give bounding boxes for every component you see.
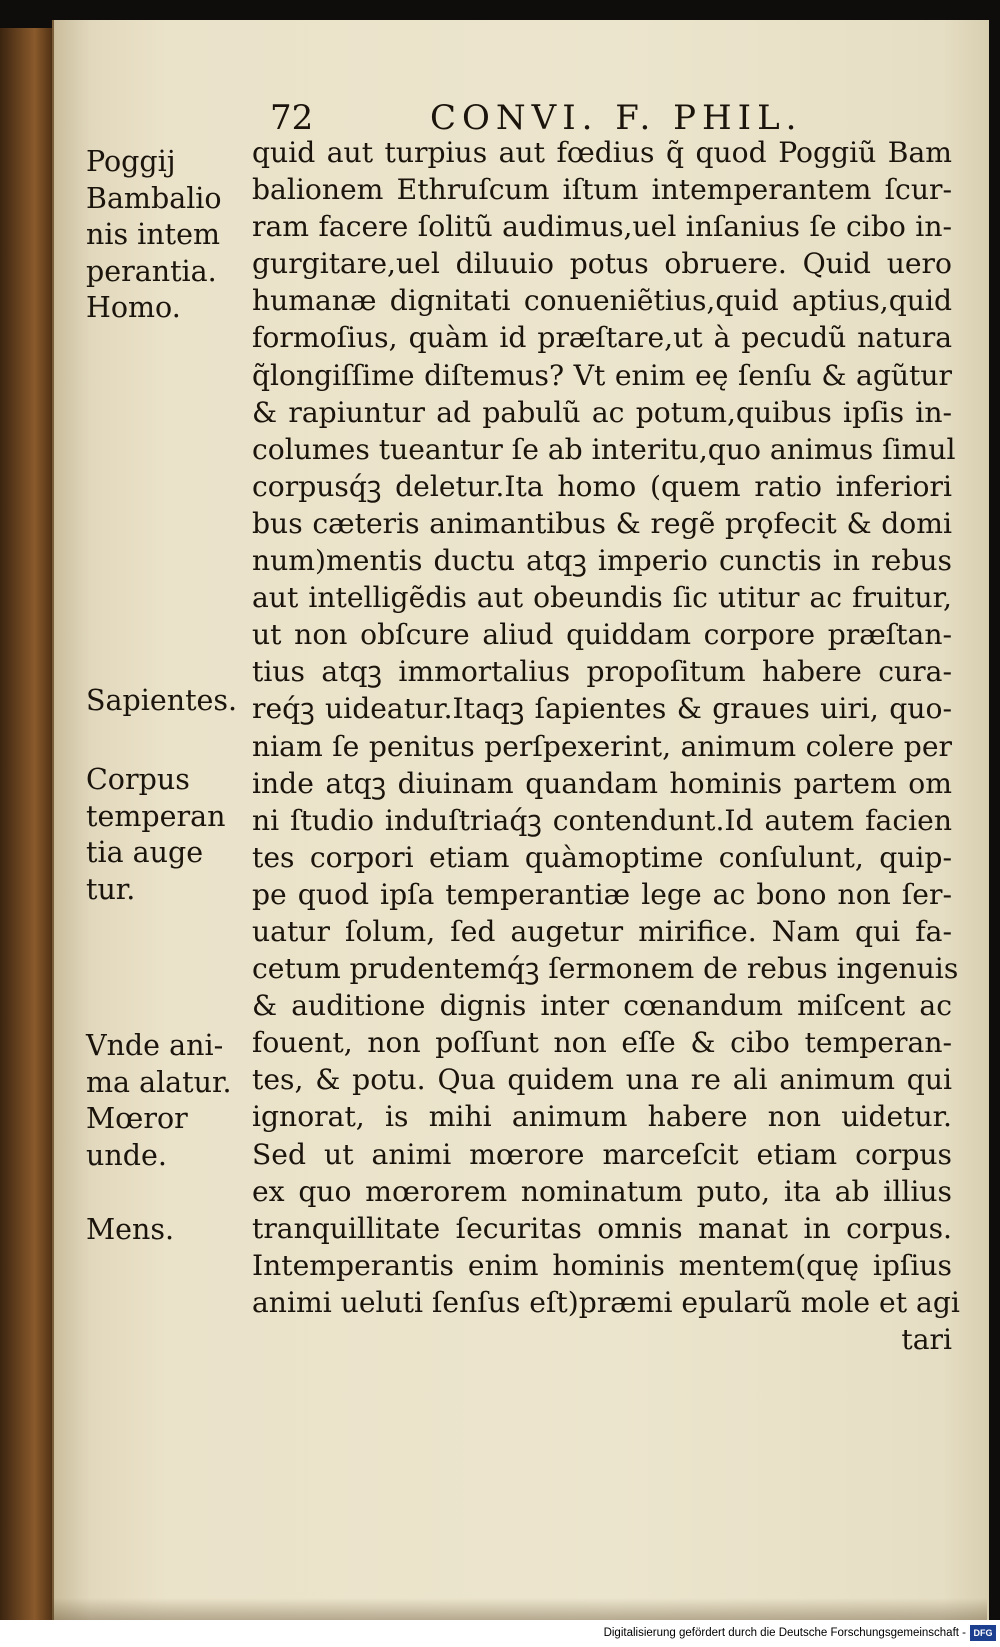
page-bottom-shadow xyxy=(52,1598,987,1620)
text-line: cetum prudentemq́ꝫ ſermonem de rebus ingenuis xyxy=(252,952,959,986)
text-line: fouent, non poſſunt non eſſe & cibo temperan- xyxy=(252,1026,952,1060)
text-line: req́ꝫ uideatur.Itaqꝫ ſapientes & graues uiri, quo- xyxy=(252,692,952,726)
text-line: Intemperantis enim hominis mentem(quę ipſius xyxy=(252,1248,952,1282)
text-line: num)mentis ductu atqꝫ imperio cunctis in rebus xyxy=(252,544,952,578)
body-text xyxy=(252,134,960,1358)
text-line: ut non obſcure aliud quiddam corpore præſtan- xyxy=(252,618,952,652)
text-line: bus cæteris animantibus & regẽ prǫfecit & domi xyxy=(252,506,952,540)
margin-note-mens: Mens. xyxy=(86,1213,175,1246)
text-line: & auditione dignis inter cœnandum miſcent ac xyxy=(252,989,952,1023)
text-line: tes corpori etiam quàmoptime conſulunt, quip- xyxy=(252,840,952,874)
text-line: ignorat, is mihi animum habere non uidetur. xyxy=(252,1100,952,1134)
text-line: corpusq́ꝫ deletur.Ita homo (quem ratio inferiori xyxy=(252,469,952,503)
margin-note-unde-anima: Vnde ani- ma alatur. Mœror unde. xyxy=(86,1029,232,1172)
text-line: quid aut turpius aut fœdius q̃ quod Poggiũ Bam xyxy=(252,136,952,169)
text-line: aut intelligẽdis aut obeundis ſic utitur ac fruitur, xyxy=(252,581,952,615)
text-line: pe quod ipſa temperantiæ lege ac bono non ſer- xyxy=(252,877,952,911)
text-line: animi ueluti ſenſus eſt)præmi epularũ mole et agi xyxy=(252,1285,960,1319)
text-line: uatur ſolum, ſed augetur mirifice. Nam qui fa- xyxy=(252,914,952,948)
text-line: tranquillitate ſecuritas omnis manat in corpus. xyxy=(252,1211,952,1245)
book-edge xyxy=(0,28,58,1620)
text-line: humanæ dignitati conueniẽtius,quid aptius,quid xyxy=(252,284,952,318)
catchword: tari xyxy=(901,1323,952,1356)
text-line: gurgitare,uel diluuio potus obruere. Quid uero xyxy=(252,247,952,281)
text-line: Sed ut animi mœrore marceſcit etiam corpus xyxy=(252,1137,952,1171)
margin-note-poggij: Poggij Bambalio nis intem perantia. Homo. xyxy=(86,145,222,324)
funding-notice: Digitalisierung gefördert durch die Deutsche Forschungsgemeinschaft - xyxy=(603,1627,966,1639)
digitization-footer xyxy=(0,1620,1000,1647)
text-line: formoſius, quàm id præſtare,ut à pecudũ natura xyxy=(252,321,952,355)
page-number: 72 xyxy=(270,98,314,138)
text-line: columes tueantur ſe ab interitu,quo animus ſimul xyxy=(252,432,956,466)
text-line: ram facere ſolitũ audimus,uel inſanius ſe cibo in- xyxy=(252,210,952,244)
margin-note-corpus: Corpus temperan tia auge tur. xyxy=(86,763,226,906)
text-line: q̃longiſſime diſtemus? Vt enim eę ſenſu & agũtur xyxy=(252,358,952,392)
text-line: tius atqꝫ immortalius propoſitum habere cura- xyxy=(252,655,952,689)
text-line: niam ſe penitus perſpexerint, animum colere per xyxy=(252,729,952,763)
text-line: ni ſtudio induſtriaq́ꝫ contendunt.Id autem facien xyxy=(252,803,952,837)
text-line: ex quo mœrorem nominatum puto, ita ab illius xyxy=(252,1174,952,1208)
text-line: balionem Ethruſcum iſtum intemperantem ſcur- xyxy=(252,173,952,207)
dfg-logo-icon: DFG xyxy=(970,1625,996,1641)
margin-note-sapientes: Sapientes. xyxy=(86,684,238,717)
text-line: tes, & potu. Qua quidem una re ali animum qui xyxy=(252,1063,952,1097)
text-line: inde atqꝫ diuinam quandam hominis partem om xyxy=(252,766,952,800)
text-line: & rapiuntur ad pabulũ ac potum,quibus ipſis in- xyxy=(252,395,952,429)
running-title: CONVI. F. PHIL. xyxy=(430,98,803,138)
